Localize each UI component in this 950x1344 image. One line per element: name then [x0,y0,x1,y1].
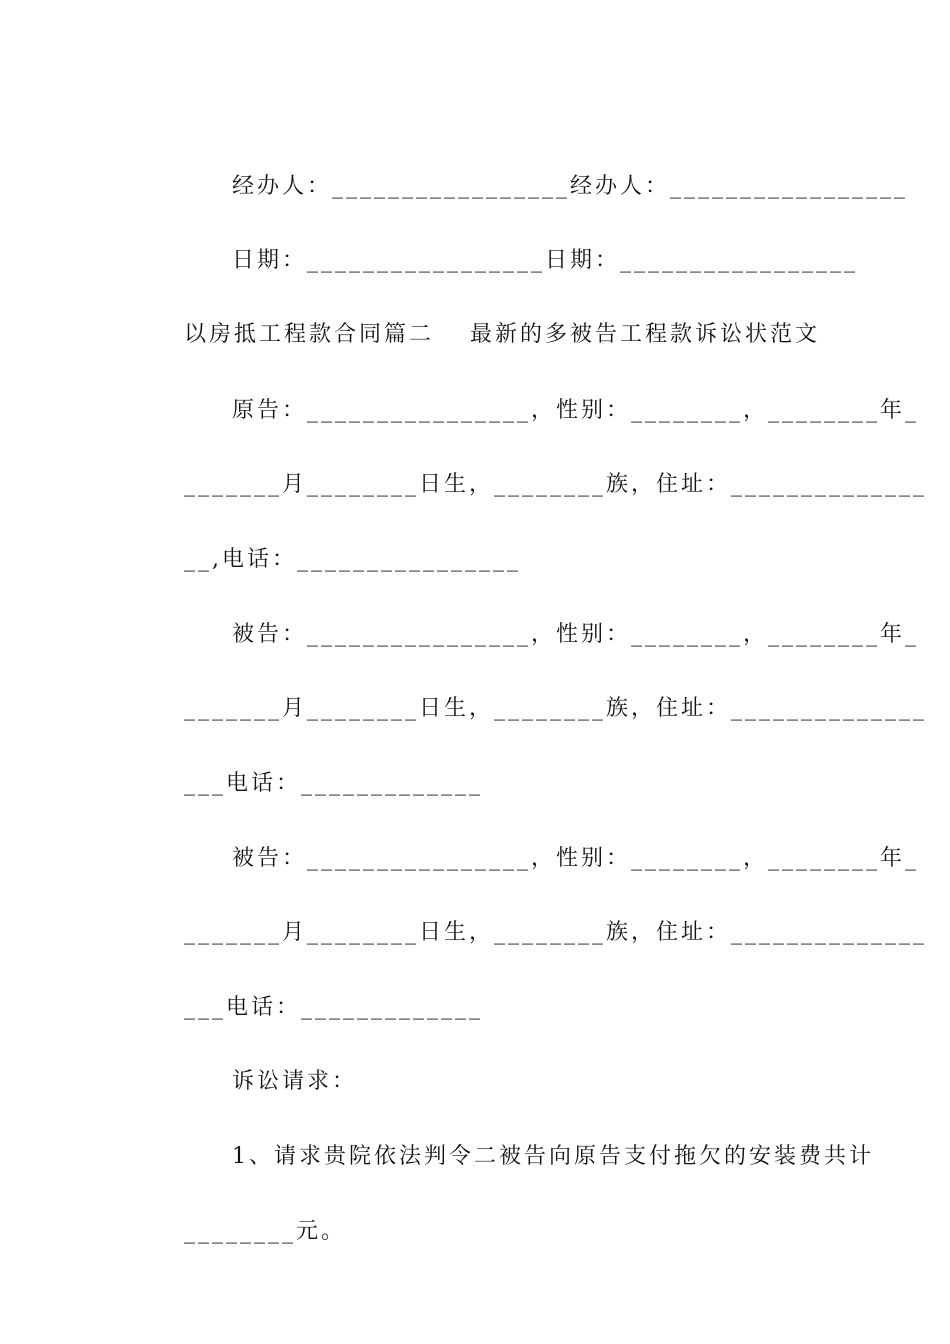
defendant-2-text: 被告：________________，性别：________，________年_ [231,846,919,871]
defendant-1-phone-text: ___电话：_____________ [183,771,483,796]
defendant-2-line [0,808,950,871]
claim-1-amount-text: ________元。 [183,1219,346,1244]
claim-1-text: 1、请求贵院依法判令二被告向原告支付拖欠的安装费共计 [231,1144,874,1169]
plaintiff-phone-line [0,509,950,572]
defendant-1-text: 被告：________________，性别：________，________年_ [231,622,919,647]
plaintiff-phone-text: __,电话：________________ [183,547,521,572]
handler-signature-line [0,136,950,199]
claim-1-line [0,1106,950,1169]
plaintiff-text: 原告：________________，性别：________，________年_ [231,398,919,423]
plaintiff-birth-address-line [0,434,950,497]
date-signature-line [0,210,950,273]
document-title: 最新的多被告工程款诉讼状范文 [470,322,821,347]
defendant-1-line [0,584,950,647]
handler-signature-text: 经办人：_________________经办人：_________________ [231,174,908,199]
claims-heading: 诉讼请求： [231,1069,357,1094]
defendant-1-phone-line [0,733,950,796]
defendant-1-birth-address-text: _______月________日生，________族，住址：______________ [183,696,927,721]
section-heading-line [0,284,950,347]
defendant-1-birth-address-line [0,658,950,721]
plaintiff-birth-address-text: _______月________日生，________族，住址：______________ [183,472,927,497]
defendant-2-phone-text: ___电话：_____________ [183,995,483,1020]
claims-heading-line [0,1031,950,1094]
plaintiff-line [0,360,950,423]
date-signature-text: 日期：_________________日期：_________________ [231,248,858,273]
section-title: 以房抵工程款合同篇二 [183,322,434,347]
defendant-2-phone-line [0,957,950,1020]
defendant-2-birth-address-text: _______月________日生，________族，住址：______________ [183,920,927,945]
defendant-2-birth-address-line [0,882,950,945]
claim-1-amount-line [0,1181,950,1244]
